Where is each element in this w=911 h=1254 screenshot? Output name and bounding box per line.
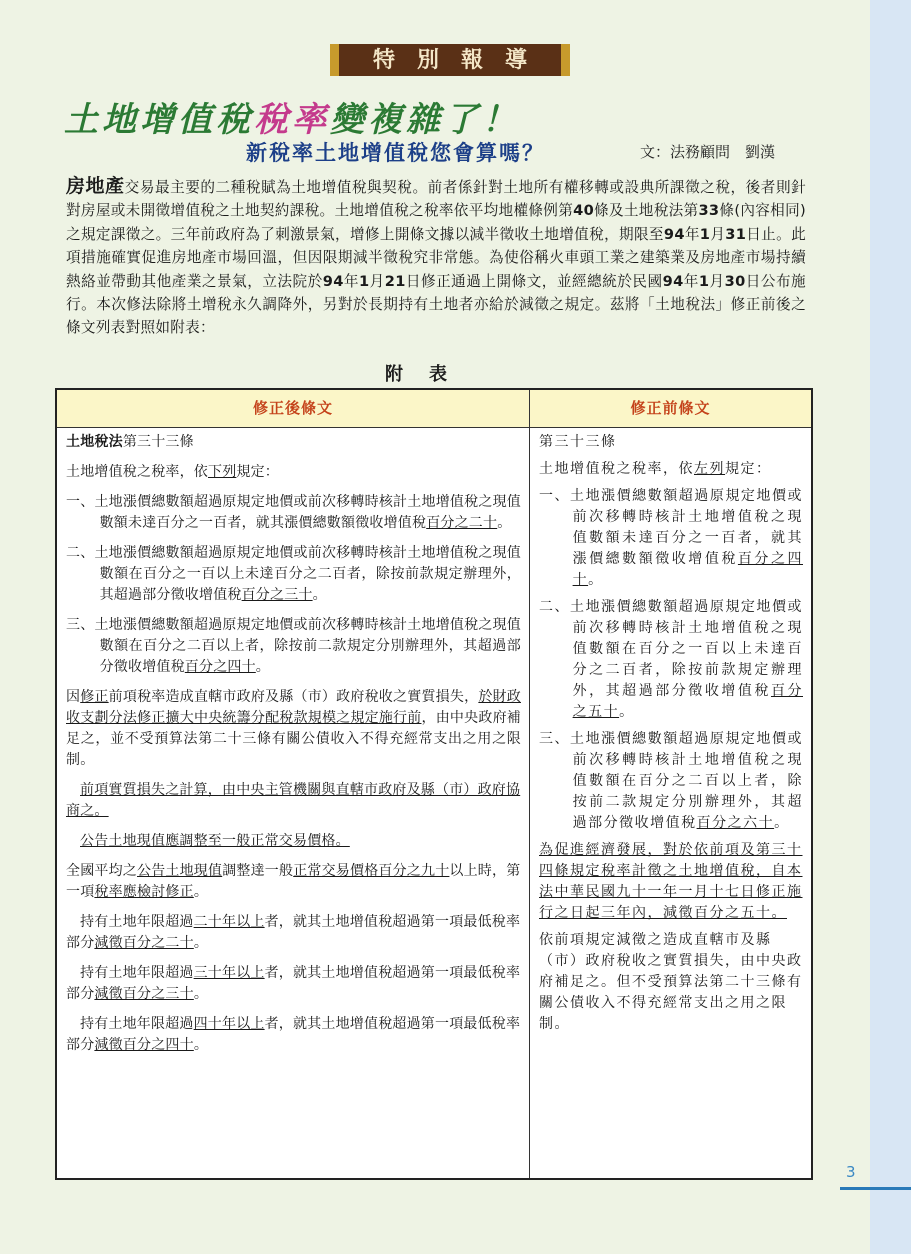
article-title: 土地增值稅稅率變複雜了！ [64, 100, 520, 140]
amended-para-3: 公告土地現值應調整至一般正常交易價格。 [80, 833, 350, 849]
amended-para-6: 持有土地年限超過三十年以上者，就其土地增值稅超過第一項最低稅率部分減徵百分之三十。 [66, 965, 521, 1002]
header-amended: 修正後條文 [57, 390, 529, 428]
article-subtitle: 新稅率土地增值稅您會算嗎？ [246, 141, 545, 165]
original-item-2: 二、土地漲價總數額超過原規定地價或前次移轉時核計土地增值稅之現值數額在百分之一百以上未達百分之二百者，除按前款規定辦理外，其超過部分徵收增值稅百分之五十。 [539, 599, 803, 720]
intro-paragraph: 房地產交易最主要的二種稅賦為土地增值稅與契稅。前者係針對土地所有權移轉或設典所課徵之稅，後者則針對房屋或未開徵增值稅之土地契約課稅。土地增值稅之稅率依平均地權條例第40條及土地稅法第33條(內容相同) 之規定課徵之。三年前政府為了刺激景氣，增修上開條文據以減半徵收土地增值稅，期限至94年1月31日止。此項措施確實促進房地產市場回溫，但因限期減半徵稅究非常態。為使俗稱火車頭工業之建築業及房地產市場持續熱絡並帶動其他產業之景氣，立法院於94年1月21日修正通過上開條文，並經總統於民國94年1月30日公布施行。本次修法除將土增稅永久調降外，另對於長期持有土地者亦給於減徵之規定。茲將「土地稅法」修正前後之條文列表對照如附表： [66, 175, 806, 337]
original-para-2: 依前項規定減徵之造成直轄市及縣（市）政府稅收之實質損失，由中央政府補足之。但不受預算法第二十三條有關公債收入不得充經常支出之用之限制。 [539, 932, 803, 1032]
amended-para-4: 全國平均之公告土地現值調整達一般正常交易價格百分之九十以上時，第一項稅率應檢討修正。 [66, 863, 521, 900]
column-amended [57, 390, 530, 1178]
amended-text [57, 428, 529, 1056]
side-margin-band [870, 0, 911, 1254]
original-text [530, 428, 811, 1035]
original-rate-clause: 土地增值稅之稅率，依左列規定： [539, 461, 772, 477]
section-label: 特別報導 [330, 44, 570, 76]
amended-article: 土地稅法第三十三條 [66, 434, 194, 450]
amended-rate-clause: 土地增值稅之稅率，依下列規定： [66, 464, 280, 480]
amended-item-3: 三、土地漲價總數額超過原規定地價或前次移轉時核計土地增值稅之現值數額在百分之二百以上者，除按前二款規定分別辦理外，其超過部分徵收增值稅百分之四十。 [66, 617, 521, 675]
original-article: 第三十三條 [539, 434, 617, 450]
amended-para-7: 持有土地年限超過四十年以上者，就其土地增值稅超過第一項最低稅率部分減徵百分之四十。 [66, 1016, 521, 1053]
original-item-3: 三、土地漲價總數額超過原規定地價或前次移轉時核計土地增值稅之現值數額在百分之二百以上者，除按前二款規定分別辦理外，其超過部分徵收增值稅百分之六十。 [539, 731, 803, 831]
amended-item-2: 二、土地漲價總數額超過原規定地價或前次移轉時核計土地增值稅之現值數額在百分之一百以上未達百分之二百者，除按前款規定辦理外，其超過部分徵收增值稅百分之三十。 [66, 545, 521, 603]
amended-para-1: 因修正前項稅率造成直轄市政府及縣（市）政府稅收之實質損失，於財政收支劃分法修正擴大中央統籌分配稅款規模之規定施行前，由中央政府補足之，並不受預算法第二十三條有關公債收入不得充經常支出之用之限制。 [66, 689, 521, 768]
column-original [530, 390, 811, 1178]
amended-item-1: 一、土地漲價總數額超過原規定地價或前次移轉時核計土地增值稅之現值數額未達百分之一百者，就其漲價總數額徵收增值稅百分之二十。 [66, 494, 521, 531]
original-item-1: 一、土地漲價總數額超過原規定地價或前次移轉時核計土地增值稅之現值數額未達百分之一百者，就其漲價總數額徵收增值稅百分之四十。 [539, 488, 803, 588]
amended-para-2: 前項實質損失之計算，由中央主管機關與直轄市政府及縣（市）政府協商之。 [66, 782, 521, 819]
header-original: 修正前條文 [530, 390, 811, 428]
table-caption: 附表 [385, 364, 473, 385]
byline: 文：法務顧問 劉漢 [640, 143, 776, 161]
amended-para-5: 持有土地年限超過二十年以上者，就其土地增值稅超過第一項最低稅率部分減徵百分之二十。 [66, 914, 521, 951]
comparison-table [55, 388, 813, 1180]
page-number: 3 [846, 1163, 856, 1181]
page-number-rule [840, 1187, 911, 1190]
original-para-1: 為促進經濟發展，對於依前項及第三十四條規定稅率計徵之土地增值稅，自本法中華民國九十一年一月十七日修正施行之日起三年內，減徵百分之五十。 [539, 842, 803, 921]
